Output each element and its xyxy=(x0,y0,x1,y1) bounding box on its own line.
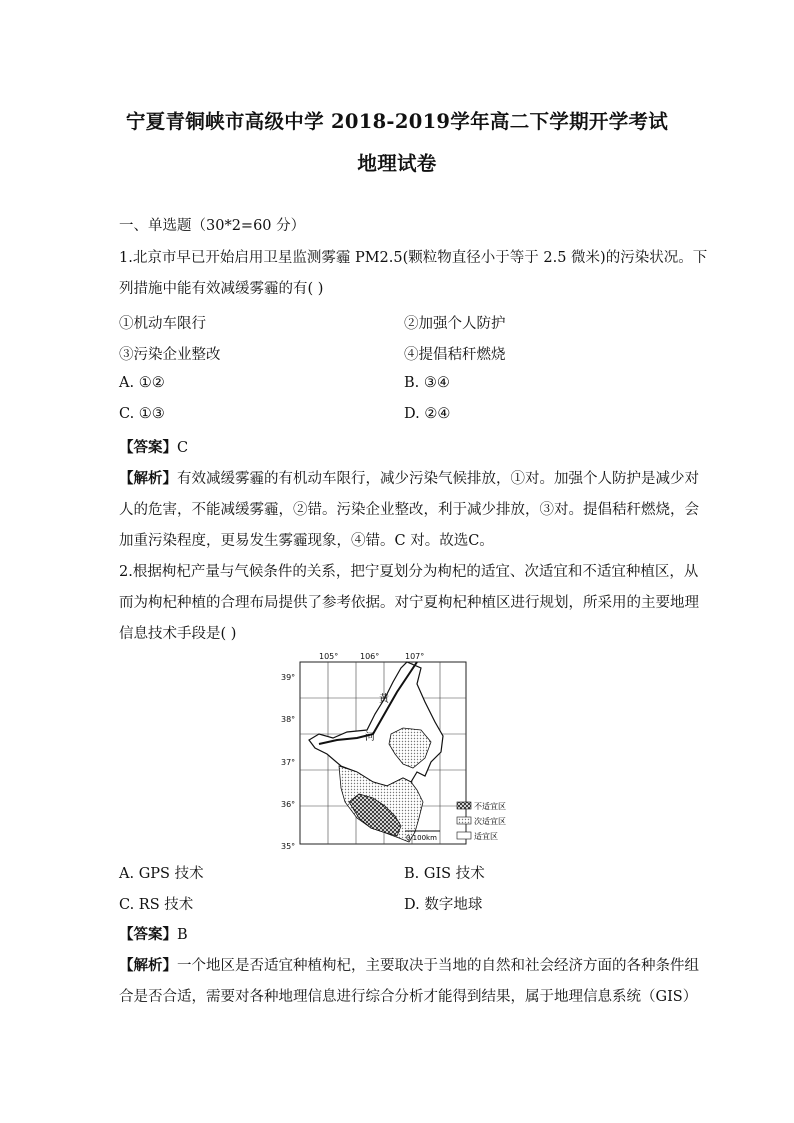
q1-option-a: A. ①② xyxy=(119,375,165,391)
q1-stem-line-1: 1.北京市早已开始启用卫星监测雾霾 PM2.5(颗粒物直径小于等于 2.5 微米)的污染状况。下 xyxy=(119,250,708,266)
q1-analysis-line-3: 加重污染程度，更易发生雾霾现象，④错。C 对。故选C。 xyxy=(119,533,494,549)
q1-analysis-line-1 xyxy=(119,469,699,489)
answer-value: B xyxy=(177,927,188,943)
q2-answer xyxy=(119,925,188,945)
answer-label: 【答案】 xyxy=(119,926,177,943)
q1-item-2: ②加强个人防护 xyxy=(404,316,506,332)
q1-stem-line-2: 列措施中能有效减缓雾霾的有( ) xyxy=(119,281,324,297)
q1-option-b: B. ③④ xyxy=(404,375,450,391)
q1-item-3: ③污染企业整改 xyxy=(119,347,221,363)
q1-item-1: ①机动车限行 xyxy=(119,316,206,332)
q2-analysis-line-2: 合是否合适，需要对各种地理信息进行综合分析才能得到结果，属于地理信息系统（GIS） xyxy=(119,989,698,1005)
q2-option-c: C. RS 技术 xyxy=(119,897,194,913)
q2-stem-line-1: 2.根据枸杞产量与气候条件的关系，把宁夏划分为枸杞的适宜、次适宜和不适宜种植区，从 xyxy=(119,564,699,580)
answer-value: C xyxy=(177,440,189,456)
title-line-2: 地理试卷 xyxy=(357,152,437,175)
scale-bar-label: 0 100km xyxy=(406,834,437,842)
q2-stem-line-3: 信息技术手段是( ) xyxy=(119,626,237,642)
q1-answer xyxy=(119,438,188,458)
map-legend xyxy=(457,801,506,841)
lon-label-107: 107° xyxy=(405,652,425,661)
answer-label: 【答案】 xyxy=(119,439,177,456)
q2-option-a: A. GPS 技术 xyxy=(119,866,204,882)
title-line-1: 宁夏青铜峡市高级中学 2018-2019学年高二下学期开学考试 xyxy=(125,110,669,133)
analysis-label: 【解析】 xyxy=(119,957,177,974)
lat-label-37: 37° xyxy=(281,758,296,767)
q2-analysis-line-1 xyxy=(119,956,699,976)
section-heading: 一、单选题（30*2=60 分） xyxy=(119,218,306,234)
river-label-1: 黄 xyxy=(379,694,389,705)
legend-secondary: 次适宜区 xyxy=(474,817,506,826)
lat-label-35: 35° xyxy=(281,842,296,851)
analysis-text: 一个地区是否适宜种植枸杞，主要取决于当地的自然和社会经济方面的各种条件组 xyxy=(177,958,699,974)
q2-stem-line-2: 而为枸杞种植的合理布局提供了参考依据。对宁夏枸杞种植区进行规划，所采用的主要地理 xyxy=(119,595,699,611)
river-label-2: 河 xyxy=(365,732,375,743)
lon-label-105: 105° xyxy=(319,652,339,661)
q1-analysis-line-2: 人的危害，不能减缓雾霾，②错。污染企业整改，利于减少排放，③对。提倡秸秆燃烧，会 xyxy=(119,502,699,518)
q2-option-d: D. 数字地球 xyxy=(404,897,483,913)
legend-suitable: 适宜区 xyxy=(474,832,498,841)
lat-label-36: 36° xyxy=(281,800,296,809)
q1-option-c: C. ①③ xyxy=(119,406,165,422)
ningxia-zoning-map xyxy=(275,650,535,852)
q2-option-b: B. GIS 技术 xyxy=(404,866,485,882)
q1-item-4: ④提倡秸秆燃烧 xyxy=(404,347,506,363)
q1-option-d: D. ②④ xyxy=(404,406,451,422)
lon-label-106: 106° xyxy=(360,652,380,661)
analysis-text: 有效减缓雾霾的有机动车限行，减少污染气候排放，①对。加强个人防护是减少对 xyxy=(177,471,699,487)
legend-unsuitable: 不适宜区 xyxy=(474,802,506,811)
lat-label-39: 39° xyxy=(281,673,296,682)
lat-label-38: 38° xyxy=(281,715,296,724)
analysis-label: 【解析】 xyxy=(119,470,177,487)
